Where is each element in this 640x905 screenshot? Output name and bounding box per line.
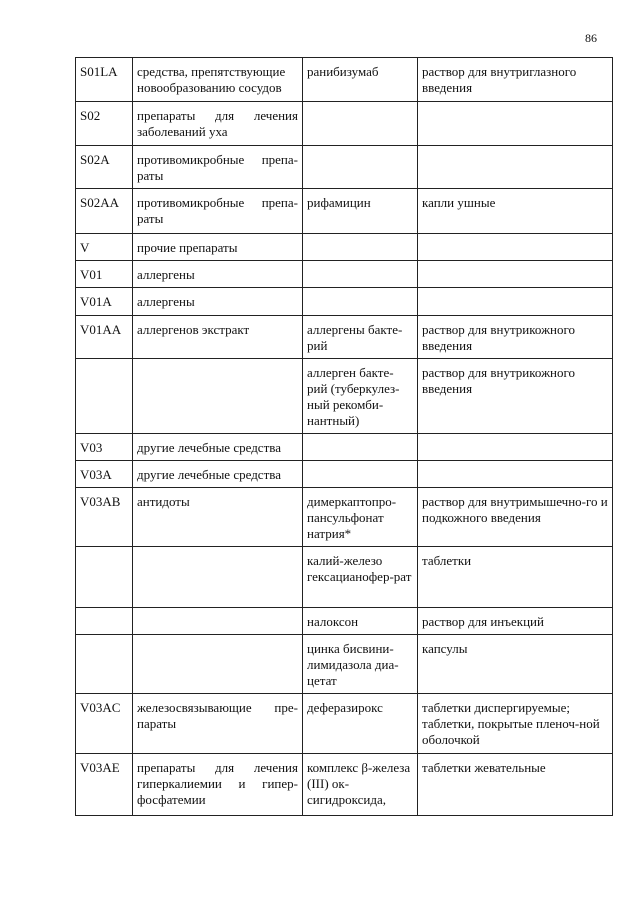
substance-cell: деферазирокс (303, 694, 418, 754)
group-cell: средства, препятствующие новообразованию сосудов (133, 58, 303, 102)
group-cell (133, 635, 303, 694)
table-row (76, 102, 613, 146)
atc-code-cell (76, 359, 133, 434)
group-cell: противомикробные препа-раты (133, 189, 303, 234)
table-row (76, 58, 613, 102)
substance-cell: аллергены бакте-рий (303, 316, 418, 359)
group-cell (133, 359, 303, 434)
dosage-form-cell (418, 102, 613, 146)
dosage-form-cell (418, 461, 613, 488)
atc-code-cell (76, 547, 133, 608)
substance-cell: налоксон (303, 608, 418, 635)
atc-code-cell: V03AB (76, 488, 133, 547)
dosage-form-cell (418, 146, 613, 189)
atc-code-cell (76, 608, 133, 635)
drug-classification-table (75, 57, 613, 816)
table-row (76, 234, 613, 261)
group-cell: противомикробные препа-раты (133, 146, 303, 189)
table-row (76, 261, 613, 288)
dosage-form-cell: капсулы (418, 635, 613, 694)
substance-cell: калий-железо гексацианофер-рат (303, 547, 418, 608)
group-cell: препараты для лечения гиперкалиемии и гипер-фосфатемии (133, 754, 303, 816)
substance-cell: рифамицин (303, 189, 418, 234)
group-cell: другие лечебные средства (133, 461, 303, 488)
table-row (76, 635, 613, 694)
dosage-form-cell: раствор для внутрикожного введения (418, 359, 613, 434)
dosage-form-cell: капли ушные (418, 189, 613, 234)
substance-cell (303, 102, 418, 146)
atc-code-cell: V03AC (76, 694, 133, 754)
atc-code-cell: S02AA (76, 189, 133, 234)
table-body (76, 58, 613, 816)
substance-cell: комплекс β-железа (III) ок-сигидроксида, (303, 754, 418, 816)
dosage-form-cell (418, 288, 613, 316)
atc-code-cell: V01AA (76, 316, 133, 359)
atc-code-cell: S01LA (76, 58, 133, 102)
dosage-form-cell (418, 434, 613, 461)
substance-cell (303, 234, 418, 261)
group-cell: аллергены (133, 288, 303, 316)
substance-cell: ранибизумаб (303, 58, 418, 102)
group-cell: препараты для лечения заболеваний уха (133, 102, 303, 146)
dosage-form-cell: таблетки (418, 547, 613, 608)
table-row (76, 434, 613, 461)
group-cell (133, 547, 303, 608)
substance-cell: цинка бисвини-лимидазола диа-цетат (303, 635, 418, 694)
group-cell: антидоты (133, 488, 303, 547)
group-cell: железосвязывающие пре-параты (133, 694, 303, 754)
table-row (76, 547, 613, 608)
atc-code-cell: S02A (76, 146, 133, 189)
substance-cell (303, 288, 418, 316)
substance-cell (303, 261, 418, 288)
dosage-form-cell: раствор для инъекций (418, 608, 613, 635)
table-row (76, 694, 613, 754)
atc-code-cell: V03A (76, 461, 133, 488)
substance-cell (303, 434, 418, 461)
atc-code-cell: S02 (76, 102, 133, 146)
page-number: 86 (585, 31, 597, 45)
dosage-form-cell: таблетки жевательные (418, 754, 613, 816)
dosage-form-cell: раствор для внутримышечно-го и подкожного введения (418, 488, 613, 547)
group-cell: прочие препараты (133, 234, 303, 261)
table-row (76, 608, 613, 635)
atc-code-cell: V01A (76, 288, 133, 316)
dosage-form-cell: раствор для внутриглазного введения (418, 58, 613, 102)
group-cell: другие лечебные средства (133, 434, 303, 461)
dosage-form-cell: таблетки диспергируемые; таблетки, покрытые пленоч-ной оболочкой (418, 694, 613, 754)
table-row (76, 288, 613, 316)
table-row (76, 754, 613, 816)
atc-code-cell: V (76, 234, 133, 261)
table-row (76, 488, 613, 547)
group-cell (133, 608, 303, 635)
group-cell: аллергены (133, 261, 303, 288)
substance-cell (303, 146, 418, 189)
atc-code-cell: V03AE (76, 754, 133, 816)
atc-code-cell: V01 (76, 261, 133, 288)
dosage-form-cell (418, 234, 613, 261)
table-row (76, 146, 613, 189)
substance-cell: димеркаптопро-пансульфонат натрия* (303, 488, 418, 547)
group-cell: аллергенов экстракт (133, 316, 303, 359)
table-row (76, 359, 613, 434)
substance-cell (303, 461, 418, 488)
atc-code-cell: V03 (76, 434, 133, 461)
substance-cell: аллерген бакте-рий (туберкулез-ный рекомби-нантный) (303, 359, 418, 434)
table-row (76, 316, 613, 359)
atc-code-cell (76, 635, 133, 694)
table-row (76, 461, 613, 488)
table-row (76, 189, 613, 234)
dosage-form-cell: раствор для внутрикожного введения (418, 316, 613, 359)
dosage-form-cell (418, 261, 613, 288)
